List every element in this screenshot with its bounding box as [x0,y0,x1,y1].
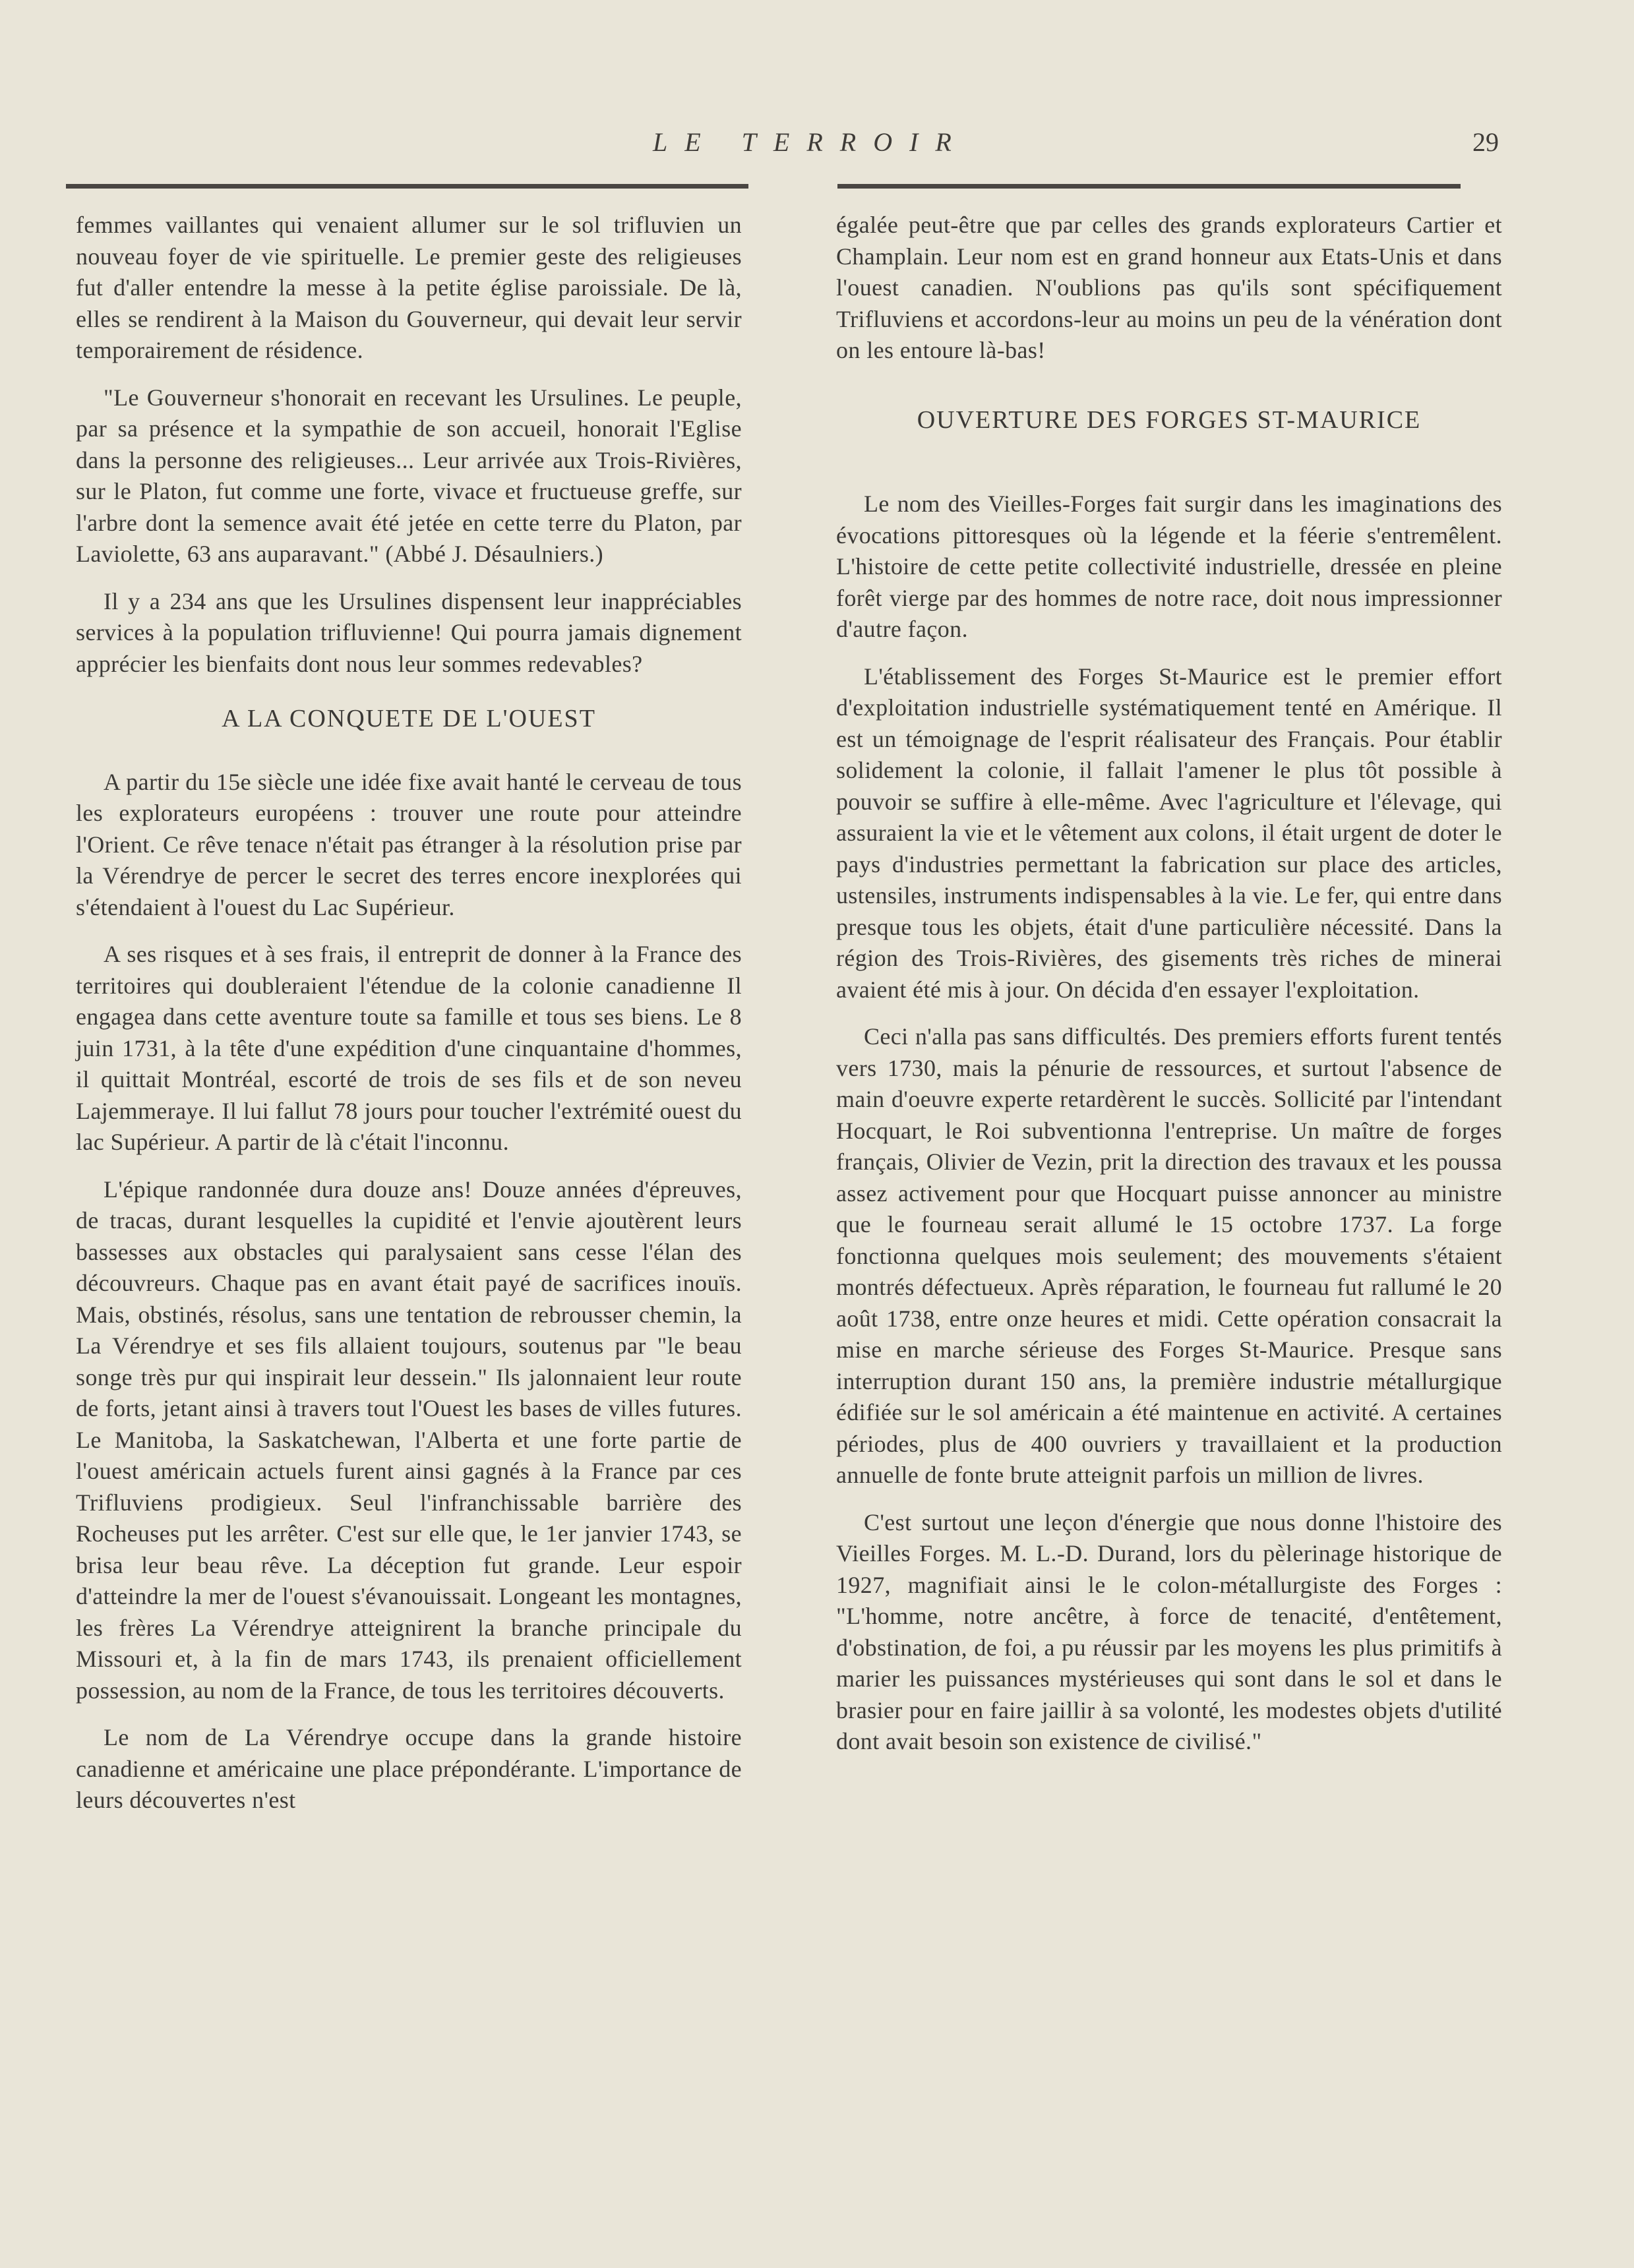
running-title: LE TERROIR [653,127,969,157]
paragraph: L'établissement des Forges St-Maurice est le premier effort d'exploitation industrielle systématiquement tenté en Amérique. Il est un témoignage de l'esprit réalisateur des Français. Pour établir solidement la colonie, il fallait l'amener le plus tôt possible à pouvoir se suffire à elle-même. Avec l'agriculture et l'élevage, qui assuraient la vie et le vêtement aux colons, il était urgent de doter le pays d'industries permettant la fabrication sur place des articles, ustensiles, instruments indispensables à la vie. Le fer, qui entre dans presque tous les objets, était d'une particulière nécessité. Dans la région des Trois-Rivières, des gisements très riches de minerai avaient été mis à jour. On décida d'en essayer l'exploitation. [836,663,1502,1003]
header-rule-right [837,184,1461,189]
paragraph: femmes vaillantes qui venaient allumer sur le sol trifluvien un nouveau foyer de vie spirituelle. Le premier geste des religieuses fut d'aller entendre la messe à la petite église paroissiale. De là, elles se rendirent à la Maison du Gouverneur, qui devait leur servir temporairement de résidence. [76,212,742,363]
paragraph: A partir du 15e siècle une idée fixe avait hanté le cerveau de tous les explorateurs européens : trouver une route pour atteindre l'Orient. Ce rêve tenace n'était pas étranger à la résolution prise par la Vérendrye de percer le secret des terres encore inexplorées qui s'étendaient à l'ouest du Lac Supérieur. [76,768,742,920]
paragraph: Le nom de La Vérendrye occupe dans la grande histoire canadienne et américaine une place prépondérante. L'importance de leurs découvertes n'est [76,1724,742,1813]
left-column [76,210,742,1832]
paragraph: Ceci n'alla pas sans difficultés. Des premiers efforts furent tentés vers 1730, mais la pénurie de ressources, et surtout l'absence de main d'oeuvre experte retardèrent le succès. Sollicité par l'intendant Hocquart, le Roi subventionna l'entreprise. Un maître de forges français, Olivier de Vezin, prit la direction des travaux et les poussa assez activement pour que Hocquart puisse annoncer au ministre que le fourneau serait allumé le 15 octobre 1737. La forge fonctionna quelques mois seulement; des mouvements s'étaient montrés défectueux. Après réparation, le fourneau fut rallumé le 20 août 1738, entre onze heures et midi. Cette opération consacrait la mise en marche sérieuse des Forges St-Maurice. Presque sans interruption durant 150 ans, la première industrie métallurgique édifiée sur le sol américain a été maintenue en activité. A certaines périodes, plus de 400 ouvriers y travaillaient et la production annuelle de fonte brute atteignit parfois un million de livres. [836,1023,1502,1488]
section-heading: OUVERTURE DES FORGES ST-MAURICE [917,405,1422,434]
header-rule-left [66,184,748,189]
paragraph: C'est surtout une leçon d'énergie que nous donne l'histoire des Vieilles Forges. M. L.-D. Durand, lors du pèlerinage historique de 1927, magnifiait ainsi le le colon-métallurgiste des Forges : "L'homme, notre ancêtre, à force de tenacité, d'entêtement, d'obstination, de foi, a pu réussir par les moyens les plus primitifs à marier les puissances mystérieuses qui sont dans le sol et dans le brasier pour en faire jaillir à sa volonté, les modestes objets d'utilité dont avait besoin son existence de civilisé." [836,1508,1502,1754]
page-number: 29 [1472,127,1499,157]
paragraph: égalée peut-être que par celles des grands explorateurs Cartier et Champlain. Leur nom est en grand honneur aux Etats-Unis et dans l'ouest canadien. N'oublions pas qu'ils sont spécifiquement Trifluviens et accordons-leur au moins un peu de la vénération dont on les entoure là-bas! [836,212,1502,363]
paragraph: L'épique randonnée dura douze ans! Douze années d'épreuves, de tracas, durant lesquelles la cupidité et l'envie ajoutèrent leurs bassesses aux obstacles qui paralysaient sans cesse l'élan des découvreurs. Chaque pas en avant était payé de sacrifices inouïs. Mais, obstinés, résolus, sans une tentation de rebrousser chemin, la La Vérendrye et ses fils allaient toujours, soutenus par "le beau songe très pur qui inspirait leur dessein." Ils jalonnaient leur route de forts, jetant ainsi à travers tout l'Ouest les bases de villes futures. Le Manitoba, la Saskatchewan, l'Alberta et une forte partie de l'ouest américain actuels furent ainsi gagnés à la France par ces Trifluviens prodigieux. Seul l'infranchissable barrière des Rocheuses put les arrêter. C'est sur elle que, le 1er janvier 1743, se brisa leur beau rêve. La déception fut grande. Leur espoir d'atteindre la mer de l'ouest s'évanouissait. Longeant les montagnes, les frères La Vérendrye atteignirent la branche principale du Missouri et, à la fin de mars 1743, ils prenaient officiellement possession, au nom de la France, de tous les territoires découverts. [76,1176,742,1704]
paragraph: "Le Gouverneur s'honorait en recevant les Ursulines. Le peuple, par sa présence et la sympathie de son accueil, honorait l'Eglise dans la personne des religieuses... Leur arrivée aux Trois-Rivières, sur le Platon, fut comme une forte, vivace et fructueuse greffe, sur l'arbre dont la semence avait été jetée en cette terre du Platon, par Laviolette, 63 ans auparavant." (Abbé J. Désaulniers.) [76,384,742,567]
paragraph: Il y a 234 ans que les Ursulines dispensent leur inappréciables services à la population trifluvienne! Qui pourra jamais dignement apprécier les bienfaits dont nous leur sommes redevables? [76,587,742,677]
paragraph: A ses risques et à ses frais, il entreprit de donner à la France des territoires qui doubleraient l'étendue de la colonie canadienne Il engagea dans cette aventure toute sa famille et tous ses biens. Le 8 juin 1731, à la tête d'une expédition d'une cinquantaine d'hommes, il quittait Montréal, escorté de trois de ses fils et de son neveu Lajemmeraye. Il lui fallut 78 jours pour toucher l'extrémité ouest du lac Supérieur. A partir de là c'était l'inconnu. [76,941,742,1155]
paragraph: Le nom des Vieilles-Forges fait surgir dans les imaginations des évocations pittoresques où la légende et la féerie s'entremêlent. L'histoire de cette petite collectivité industrielle, dressée en pleine forêt vierge par des hommes de notre race, doit nous impressionner d'autre façon. [836,491,1502,642]
right-column [836,210,1502,1774]
section-heading: A LA CONQUETE DE L'OUEST [222,705,596,732]
